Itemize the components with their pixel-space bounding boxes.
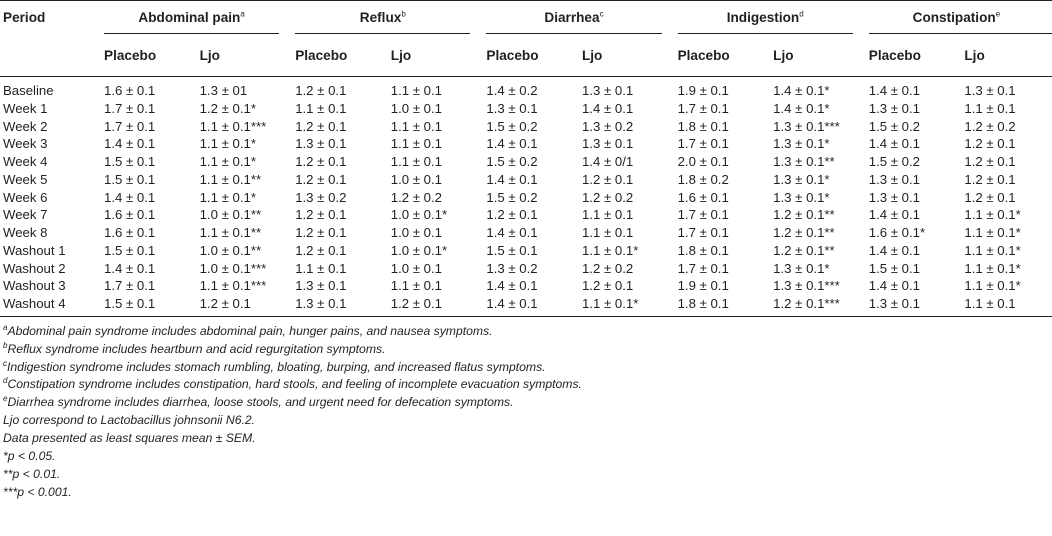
table-cell: 1.3 ± 0.1 xyxy=(295,296,347,311)
group-footnote-mark: a xyxy=(240,9,245,19)
footnote xyxy=(3,484,1052,502)
table-cell: 1.9 ± 0.1 xyxy=(677,278,729,294)
table-cell: 1.2 ± 0.1** xyxy=(773,242,835,258)
table-cell: 1.1 ± 0.1 xyxy=(390,278,443,294)
footnote xyxy=(3,323,1052,341)
table-cell: 1.0 ± 0.1 xyxy=(390,260,443,276)
sub-header-placebo: Placebo xyxy=(677,47,730,63)
table-cell: 1.4 ± 0.1* xyxy=(773,100,830,116)
table-cell: 1.3 ± 0.1 xyxy=(868,171,921,187)
table-cell: 1.4 ± 0.1 xyxy=(104,260,156,276)
table-cell: 1.2 ± 0.1 xyxy=(486,207,538,223)
sub-header-ljo: Ljo xyxy=(581,47,603,63)
table-cell: 1.1 ± 0.1* xyxy=(964,207,1021,223)
table-cell: 1.3 ± 0.1 xyxy=(868,296,921,311)
table-cell: 1.2 ± 0.1 xyxy=(581,278,634,294)
table-cell: 1.0 ± 0.1 xyxy=(390,100,443,116)
table-cell: 1.4 ± 0.1 xyxy=(868,83,921,98)
table-cell: 1.3 ± 0.1 xyxy=(295,136,347,152)
table-cell: 1.3 ± 0.1 xyxy=(581,136,634,152)
table-cell: 1.6 ± 0.1* xyxy=(868,225,926,240)
group-label: Indigestion xyxy=(726,10,800,25)
table-row xyxy=(0,135,1052,153)
footnote-text: Reflux syndrome includes heartburn and acid regurgitation symptoms. xyxy=(7,341,386,356)
table-cell: 1.2 ± 0.1 xyxy=(581,171,634,187)
row-period: Week 5 xyxy=(3,171,48,187)
table-cell: 1.1 ± 0.1** xyxy=(199,225,262,240)
table-row xyxy=(0,100,1052,118)
footnote-mark: e xyxy=(3,394,8,404)
table-cell: 1.0 ± 0.1*** xyxy=(199,260,267,276)
table-cell: 1.8 ± 0.1 xyxy=(677,296,729,311)
footnote-text: *p < 0.05. xyxy=(3,449,56,464)
table-cell: 1.3 ± 0.2 xyxy=(486,260,538,276)
table-cell: 1.3 ± 0.1 xyxy=(581,83,634,98)
table-cell: 1.3 ± 0.2 xyxy=(581,118,634,134)
period-header: Period xyxy=(0,1,96,35)
footnote xyxy=(3,466,1052,484)
table-row xyxy=(0,206,1052,224)
table-row xyxy=(0,260,1052,278)
table-cell: 1.2 ± 0.1 xyxy=(199,296,251,311)
footnote xyxy=(3,412,1052,430)
table-cell: 1.4 ± 0/1 xyxy=(581,154,634,169)
table-cell: 1.3 ± 0.1* xyxy=(773,189,830,205)
table-cell: 1.5 ± 0.2 xyxy=(868,118,921,134)
footnote xyxy=(3,376,1052,394)
table-cell: 1.5 ± 0.1 xyxy=(104,296,156,311)
table-cell: 1.3 ± 0.1* xyxy=(773,260,830,276)
table-cell: 1.2 ± 0.1* xyxy=(199,100,256,116)
footnotes xyxy=(0,317,1052,502)
table-row xyxy=(0,77,1052,100)
footnote-text: Ljo correspond to Lactobacillus johnsonii N6.2. xyxy=(3,413,256,428)
table-cell: 1.2 ± 0.1** xyxy=(773,207,835,223)
sub-header-placebo: Placebo xyxy=(295,47,348,63)
table-cell: 2.0 ± 0.1 xyxy=(677,154,729,169)
table-cell: 1.5 ± 0.2 xyxy=(486,154,538,169)
table-cell: 1.3 ± 0.1 xyxy=(868,100,921,116)
table-cell: 1.5 ± 0.2 xyxy=(486,118,538,134)
group-header xyxy=(861,1,1052,35)
table-cell: 1.4 ± 0.1* xyxy=(773,83,830,98)
table-cell: 1.3 ± 01 xyxy=(199,83,248,98)
footnote-text: Abdominal pain syndrome includes abdominal pain, hunger pains, and nausea symptoms. xyxy=(7,323,493,338)
table-cell: 1.1 ± 0.1 xyxy=(964,100,1016,116)
table-cell: 1.4 ± 0.1 xyxy=(486,171,538,187)
table-body xyxy=(0,77,1052,316)
group-header xyxy=(478,1,669,35)
table-row xyxy=(0,295,1052,316)
row-period: Week 7 xyxy=(3,207,48,223)
table-row xyxy=(0,242,1052,260)
table-row xyxy=(0,277,1052,295)
footnote xyxy=(3,430,1052,448)
table-cell: 1.4 ± 0.1 xyxy=(868,207,921,223)
table-cell: 1.3 ± 0.1* xyxy=(773,171,830,187)
table-cell: 1.2 ± 0.1 xyxy=(964,171,1016,187)
table-cell: 1.1 ± 0.1 xyxy=(390,83,443,98)
table-cell: 1.1 ± 0.1 xyxy=(295,100,347,116)
footnote-text: Data presented as least squares mean ± SEM. xyxy=(3,431,256,446)
table-cell: 1.0 ± 0.1 xyxy=(390,171,443,187)
table-cell: 1.2 ± 0.2 xyxy=(581,260,634,276)
group-footnote-mark: d xyxy=(799,9,804,19)
sub-header-ljo: Ljo xyxy=(199,47,220,63)
table-cell: 1.5 ± 0.1 xyxy=(104,171,156,187)
footnote-mark: b xyxy=(3,340,8,350)
row-period: Week 3 xyxy=(3,136,48,152)
row-period: Week 1 xyxy=(3,100,48,116)
group-label: Diarrhea xyxy=(544,10,600,25)
row-period: Week 6 xyxy=(3,189,48,205)
table-row xyxy=(0,224,1052,242)
footnote xyxy=(3,341,1052,359)
table-cell: 1.2 ± 0.1 xyxy=(964,189,1016,205)
table-cell: 1.7 ± 0.1 xyxy=(677,225,729,240)
table-cell: 1.1 ± 0.1* xyxy=(199,189,256,205)
table-cell: 1.3 ± 0.1 xyxy=(486,100,538,116)
group-header xyxy=(96,1,287,35)
table-cell: 1.1 ± 0.1* xyxy=(581,296,639,311)
table-cell: 1.2 ± 0.1*** xyxy=(773,296,840,311)
footnote-text: Indigestion syndrome includes stomach rumbling, bloating, burping, and increased flatus symptoms. xyxy=(7,359,546,374)
group-header xyxy=(670,1,861,35)
table-cell: 1.1 ± 0.1* xyxy=(199,154,256,169)
table-cell: 1.1 ± 0.1 xyxy=(390,154,443,169)
table-cell: 1.6 ± 0.1 xyxy=(104,207,156,223)
table-cell: 1.2 ± 0.1** xyxy=(773,225,835,240)
row-period: Week 2 xyxy=(3,118,48,134)
table-row xyxy=(0,118,1052,136)
table-cell: 1.3 ± 0.1*** xyxy=(773,278,840,294)
table-cell: 1.7 ± 0.1 xyxy=(104,278,156,294)
table-cell: 1.5 ± 0.1 xyxy=(104,154,156,169)
table-cell: 1.5 ± 0.1 xyxy=(104,242,156,258)
table-cell: 1.2 ± 0.1 xyxy=(295,207,347,223)
table-cell: 1.1 ± 0.1 xyxy=(581,207,634,223)
table-cell: 1.7 ± 0.1 xyxy=(677,136,729,152)
group-footnote-mark: b xyxy=(401,9,406,19)
footnote-text: **p < 0.01. xyxy=(3,467,61,481)
sub-header-ljo: Ljo xyxy=(964,47,985,63)
table-cell: 1.7 ± 0.1 xyxy=(677,100,729,116)
table-cell: 1.5 ± 0.2 xyxy=(486,189,538,205)
group-header-row xyxy=(0,1,1052,35)
row-period: Washout 2 xyxy=(3,260,66,276)
footnote-text: Constipation syndrome includes constipation, hard stools, and feeling of incomplete evacuation symptoms. xyxy=(7,377,582,392)
table-cell: 1.1 ± 0.1* xyxy=(199,136,256,152)
table-cell: 1.7 ± 0.1 xyxy=(677,260,729,276)
table-cell: 1.0 ± 0.1 xyxy=(390,225,443,240)
table-cell: 1.0 ± 0.1** xyxy=(199,207,262,223)
table-cell: 1.7 ± 0.1 xyxy=(104,118,156,134)
table-cell: 1.4 ± 0.1 xyxy=(104,136,156,152)
row-period: Washout 3 xyxy=(3,278,66,294)
table-cell: 1.4 ± 0.2 xyxy=(486,83,538,98)
table-cell: 1.0 ± 0.1* xyxy=(390,207,448,223)
table-cell: 1.4 ± 0.1 xyxy=(104,189,156,205)
row-period: Washout 4 xyxy=(3,296,66,311)
table-cell: 1.6 ± 0.1 xyxy=(104,225,156,240)
table-cell: 1.3 ± 0.1 xyxy=(964,83,1016,98)
table-cell: 1.2 ± 0.1 xyxy=(295,171,347,187)
table-cell: 1.2 ± 0.1 xyxy=(295,242,347,258)
footnote-mark: a xyxy=(3,322,8,332)
table-cell: 1.4 ± 0.1 xyxy=(868,278,921,294)
table-cell: 1.7 ± 0.1 xyxy=(104,100,156,116)
table-cell: 1.0 ± 0.1** xyxy=(199,242,262,258)
sub-header-blank xyxy=(0,34,96,77)
table-cell: 1.2 ± 0.2 xyxy=(581,189,634,205)
group-footnote-mark: c xyxy=(599,9,604,19)
table-cell: 1.3 ± 0.1 xyxy=(868,189,921,205)
table-cell: 1.2 ± 0.1 xyxy=(964,154,1016,169)
group-label: Reflux xyxy=(359,10,402,25)
table-cell: 1.1 ± 0.1* xyxy=(964,260,1021,276)
row-period: Washout 1 xyxy=(3,242,66,258)
sub-header-ljo: Ljo xyxy=(773,47,794,63)
table-cell: 1.1 ± 0.1* xyxy=(964,225,1021,240)
table-cell: 1.5 ± 0.1 xyxy=(486,242,538,258)
table-cell: 1.1 ± 0.1 xyxy=(964,296,1016,311)
table-cell: 1.8 ± 0.1 xyxy=(677,242,729,258)
table-cell: 1.1 ± 0.1 xyxy=(390,136,443,152)
sub-header-placebo: Placebo xyxy=(486,47,539,63)
table-cell: 1.3 ± 0.1 xyxy=(295,278,347,294)
table-cell: 1.5 ± 0.2 xyxy=(868,154,921,169)
footnote-text: Diarrhea syndrome includes diarrhea, loose stools, and urgent need for defecation symptoms. xyxy=(7,395,514,410)
table-cell: 1.7 ± 0.1 xyxy=(677,207,729,223)
table-cell: 1.3 ± 0.2 xyxy=(295,189,347,205)
table-cell: 1.2 ± 0.1 xyxy=(295,154,347,169)
footnote xyxy=(3,394,1052,412)
table-cell: 1.5 ± 0.1 xyxy=(868,260,921,276)
table-cell: 1.0 ± 0.1* xyxy=(390,242,448,258)
table-cell: 1.2 ± 0.1 xyxy=(390,296,443,311)
row-period: Week 4 xyxy=(3,154,48,169)
group-label: Abdominal pain xyxy=(138,10,241,25)
table-cell: 1.4 ± 0.1 xyxy=(486,225,538,240)
table-cell: 1.9 ± 0.1 xyxy=(677,83,729,98)
group-header xyxy=(287,1,478,35)
group-footnote-mark: e xyxy=(995,9,1001,19)
table-cell: 1.1 ± 0.1 xyxy=(390,118,443,134)
table-row xyxy=(0,153,1052,171)
table-cell: 1.4 ± 0.1 xyxy=(486,136,538,152)
sub-header-placebo: Placebo xyxy=(104,47,157,63)
footnote xyxy=(3,448,1052,466)
table-cell: 1.4 ± 0.1 xyxy=(868,136,921,152)
footnote-mark: d xyxy=(3,376,8,386)
table-cell: 1.2 ± 0.2 xyxy=(390,189,443,205)
table-cell: 1.1 ± 0.1* xyxy=(964,278,1021,294)
table-cell: 1.4 ± 0.1 xyxy=(581,100,634,116)
table-cell: 1.8 ± 0.1 xyxy=(677,118,729,134)
table-cell: 1.6 ± 0.1 xyxy=(677,189,729,205)
row-period: Baseline xyxy=(3,83,54,98)
table-cell: 1.2 ± 0.1 xyxy=(964,136,1016,152)
table-cell: 1.1 ± 0.1*** xyxy=(199,278,267,294)
table-cell: 1.2 ± 0.1 xyxy=(295,118,347,134)
table-cell: 1.2 ± 0.1 xyxy=(295,83,347,98)
table-cell: 1.1 ± 0.1* xyxy=(964,242,1021,258)
footnote xyxy=(3,359,1052,377)
footnote-mark: c xyxy=(3,358,7,368)
table-row xyxy=(0,171,1052,189)
table-cell: 1.1 ± 0.1* xyxy=(581,242,639,258)
table-cell: 1.8 ± 0.2 xyxy=(677,171,729,187)
sub-header-placebo: Placebo xyxy=(868,47,921,63)
footnote-text: ***p < 0.001. xyxy=(3,484,72,499)
table-cell: 1.3 ± 0.1*** xyxy=(773,118,840,134)
table-cell: 1.3 ± 0.1** xyxy=(773,154,835,169)
table-cell: 1.1 ± 0.1** xyxy=(199,171,262,187)
table-cell: 1.4 ± 0.1 xyxy=(486,296,538,311)
group-label: Constipation xyxy=(912,10,996,25)
table-cell: 1.1 ± 0.1 xyxy=(295,260,347,276)
table-cell: 1.2 ± 0.1 xyxy=(295,225,347,240)
table-row xyxy=(0,189,1052,207)
table-cell: 1.3 ± 0.1* xyxy=(773,136,830,152)
table-cell: 1.4 ± 0.1 xyxy=(486,278,538,294)
table-cell: 1.1 ± 0.1*** xyxy=(199,118,267,134)
table-cell: 1.4 ± 0.1 xyxy=(868,242,921,258)
row-period: Week 8 xyxy=(3,225,48,240)
sub-header-row xyxy=(0,34,1052,77)
sub-header-ljo: Ljo xyxy=(390,47,412,63)
table-cell: 1.6 ± 0.1 xyxy=(104,83,156,98)
table-cell: 1.1 ± 0.1 xyxy=(581,225,634,240)
table-cell: 1.2 ± 0.2 xyxy=(964,118,1016,134)
